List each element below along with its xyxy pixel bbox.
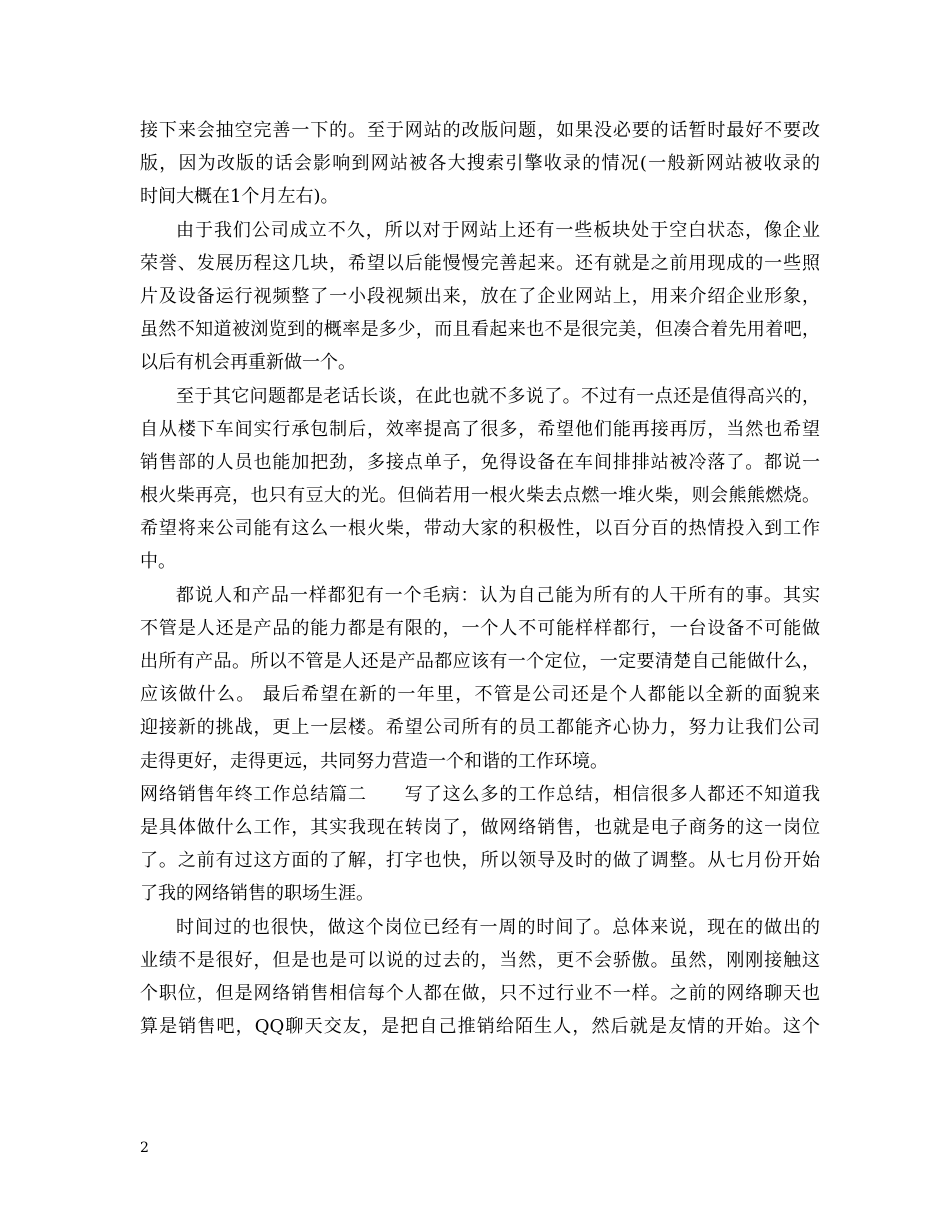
text-line: 至于其它问题都是老话长谈，在此也就不多说了。不过有一点还是值得高兴的， bbox=[176, 385, 820, 407]
text-line: 业绩不是很好，但是也是可以说的过去的，当然，更不会骄傲。虽然，刚刚接触这 bbox=[140, 949, 820, 971]
text-line: 自从楼下车间实行承包制后，效率提高了很多，希望他们能再接再厉，当然也希望 bbox=[140, 418, 820, 440]
text-line: 应该做什么。 最后希望在新的一年里，不管是公司还是个人都能以全新的面貌来 bbox=[140, 684, 820, 706]
text-line: 出所有产品。所以不管是人还是产品都应该有一个定位，一定要清楚自己能做什么， bbox=[140, 651, 820, 672]
document-body bbox=[140, 114, 820, 1043]
text-line: 了我的网络销售的职场生涯。 bbox=[140, 883, 374, 905]
text-line: 以后有机会再重新做一个。 bbox=[140, 352, 356, 374]
text-line: 销售部的人员也能加把劲，多接点单子，免得设备在车间排排站被冷落了。都说一 bbox=[140, 451, 820, 473]
text-line: 是具体做什么工作，其实我现在转岗了，做网络销售，也就是电子商务的这一岗位 bbox=[140, 816, 820, 838]
text-line: 了。之前有过这方面的了解，打字也快，所以领导及时的做了调整。从七月份开始 bbox=[140, 850, 820, 872]
text-line: 迎接新的挑战，更上一层楼。希望公司所有的员工都能齐心协力，努力让我们公司 bbox=[140, 717, 820, 739]
text-line: 中。 bbox=[140, 551, 176, 573]
text-line: 时间过的也很快，做这个岗位已经有一周的时间了。总体来说，现在的做出的 bbox=[176, 916, 820, 938]
text-line: 时间大概在1个月左右)。 bbox=[140, 186, 339, 208]
text-line: 个职位，但是网络销售相信每个人都在做，只不过行业不一样。之前的网络聊天也 bbox=[140, 982, 820, 1004]
text-line: 都说人和产品一样都犯有一个毛病：认为自己能为所有的人干所有的事。其实 bbox=[176, 584, 820, 606]
text-line: 虽然不知道被浏览到的概率是多少，而且看起来也不是很完美，但凑合着先用着吧， bbox=[140, 319, 820, 341]
text-line: 片及设备运行视频整了一小段视频出来，放在了企业网站上，用来介绍企业形象， bbox=[140, 285, 820, 307]
text-line: 版，因为改版的话会影响到网站被各大搜索引擎收录的情况(一般新网站被收录的 bbox=[140, 153, 820, 175]
text-line: 走得更好，走得更远，共同努力营造一个和谐的工作环境。 bbox=[140, 750, 608, 772]
text-line: 网络销售年终工作总结篇二 写了这么多的工作总结，相信很多人都还不知道我 bbox=[140, 783, 820, 805]
text-line: 不管是人还是产品的能力都是有限的，一个人不可能样样都行，一台设备不可能做 bbox=[140, 617, 820, 639]
text-line: 由于我们公司成立不久，所以对于网站上还有一些板块处于空白状态，像企业 bbox=[176, 219, 820, 241]
text-line: 根火柴再亮，也只有豆大的光。但倘若用一根火柴去点燃一堆火柴，则会熊熊燃烧。 bbox=[140, 485, 820, 507]
text-line: 算是销售吧，QQ聊天交友，是把自己推销给陌生人，然后就是友情的开始。这个 bbox=[140, 1016, 820, 1038]
text-line: 接下来会抽空完善一下的。至于网站的改版问题，如果没必要的话暂时最好不要改 bbox=[140, 120, 820, 141]
text-line: 希望将来公司能有这么一根火柴，带动大家的积极性，以百分百的热情投入到工作 bbox=[140, 518, 820, 540]
text-line: 荣誉、发展历程这几块，希望以后能慢慢完善起来。还有就是之前用现成的一些照 bbox=[140, 252, 820, 274]
page-number: 2 bbox=[140, 1140, 149, 1156]
